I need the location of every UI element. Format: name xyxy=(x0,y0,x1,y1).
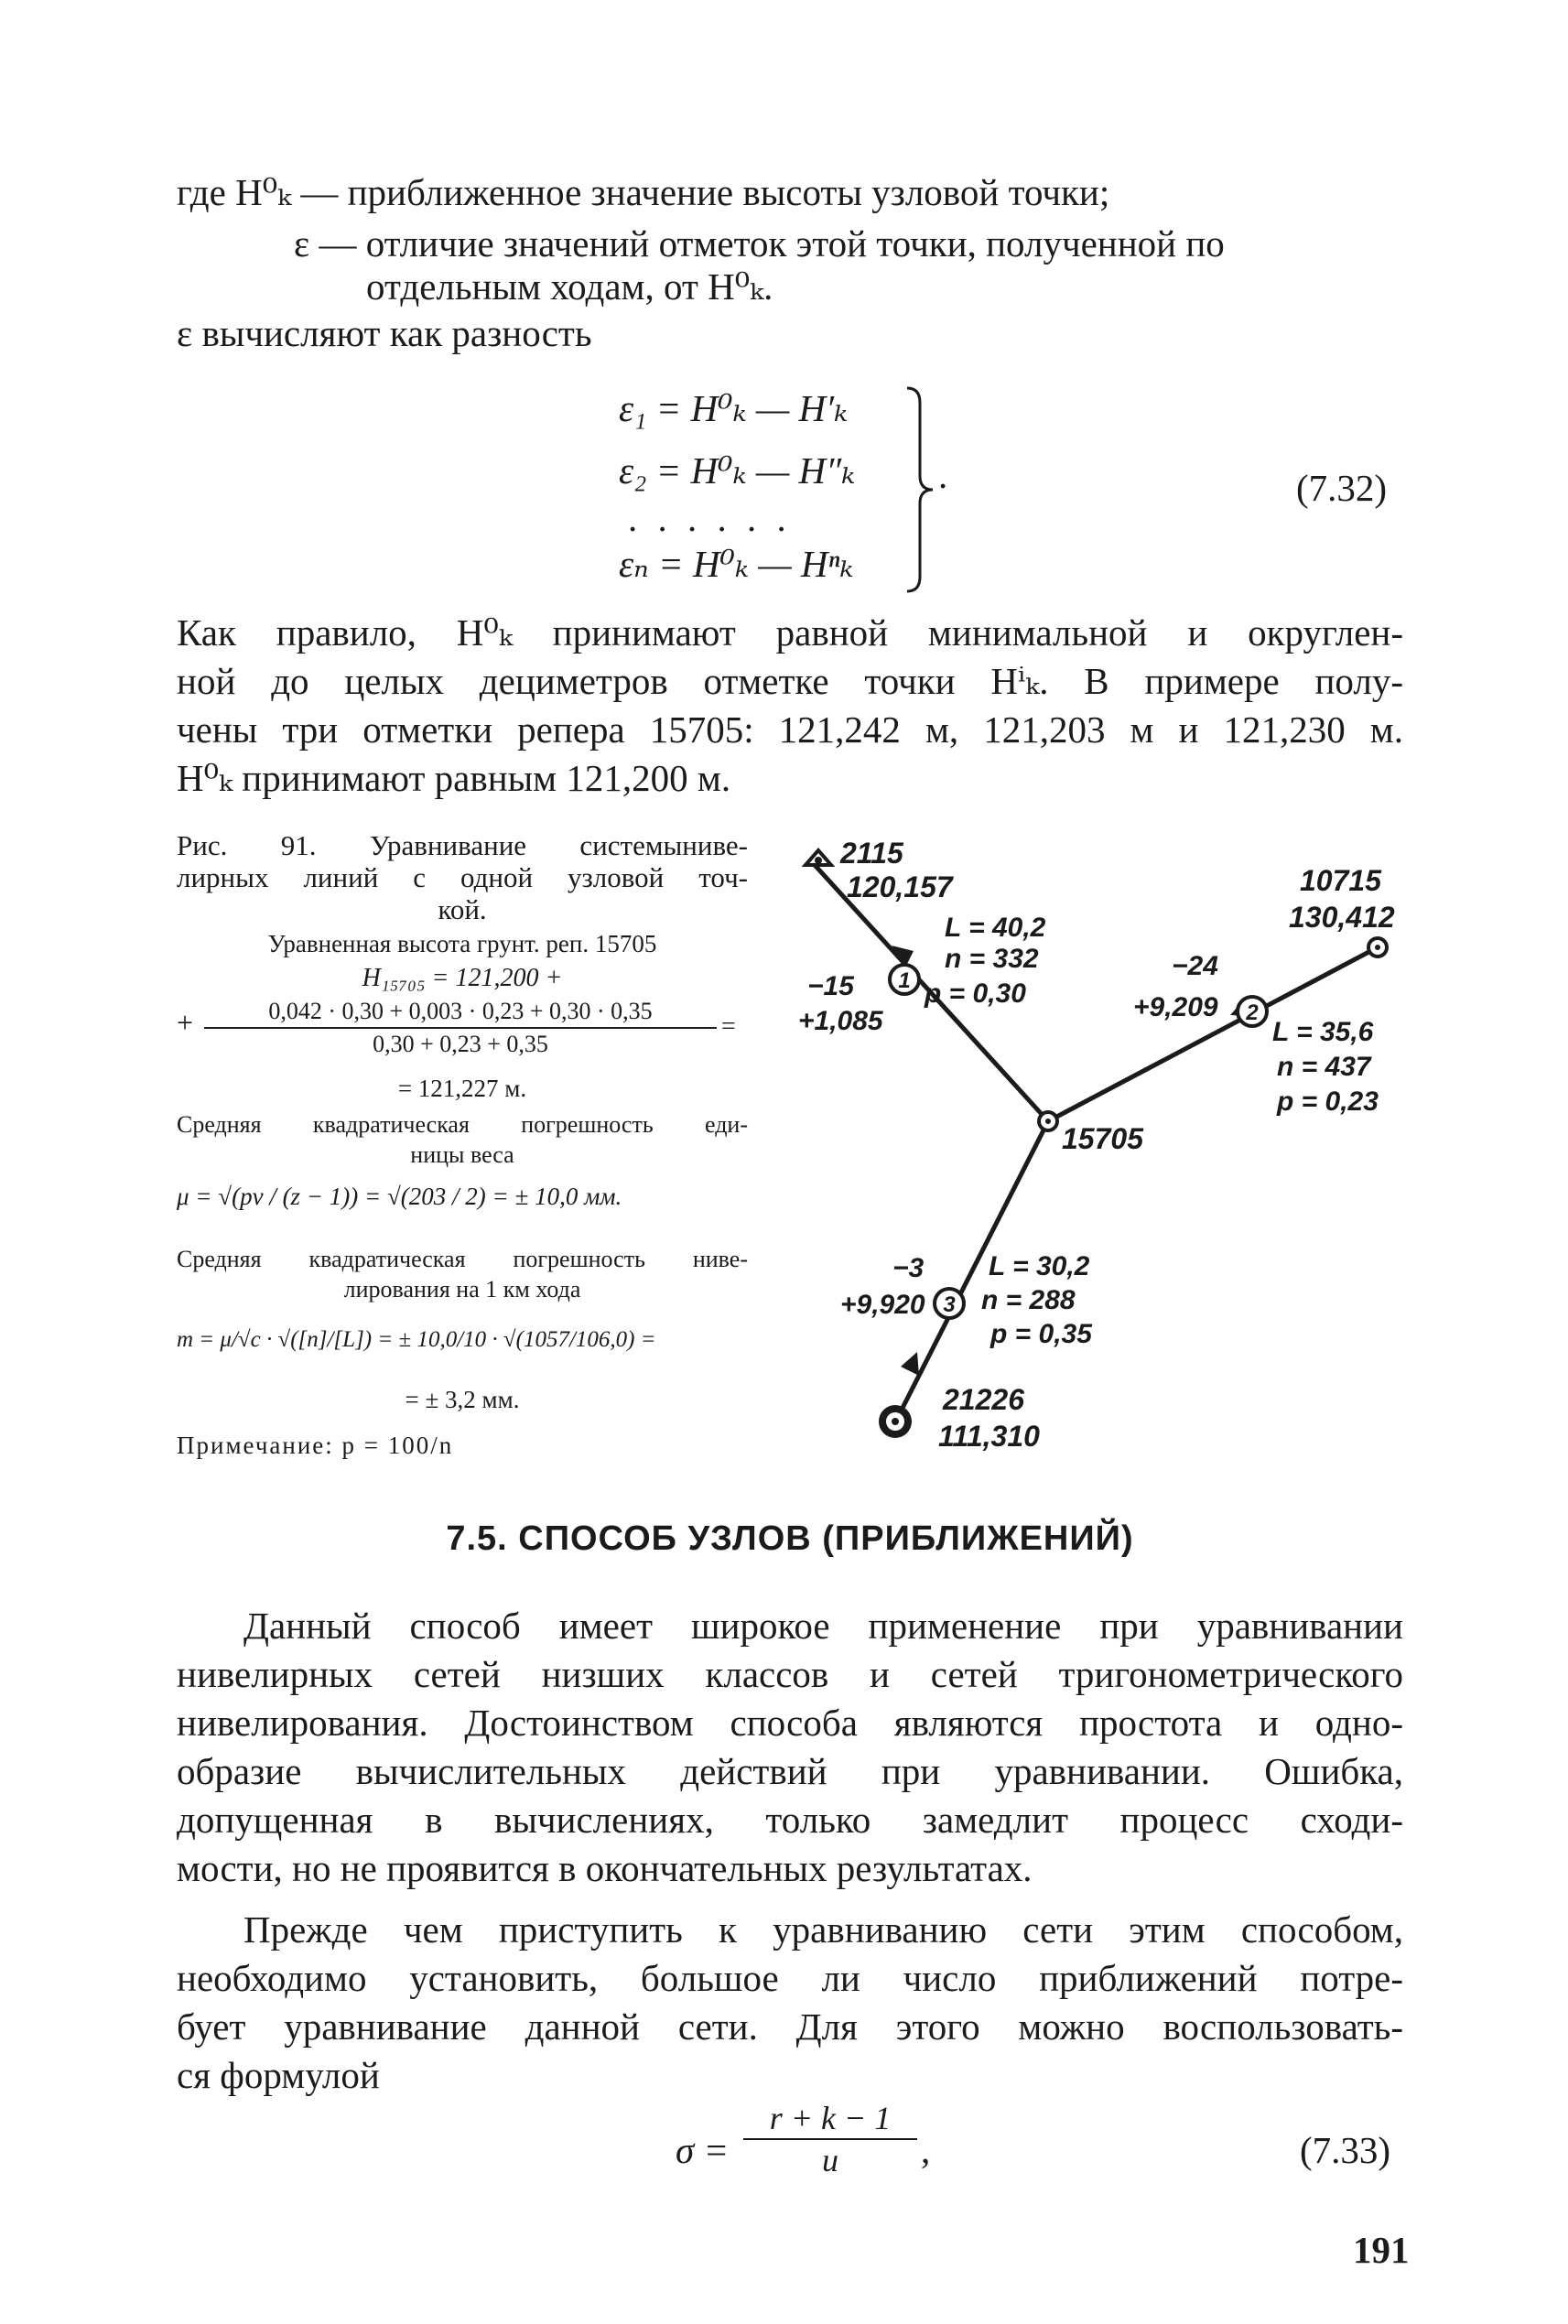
caption-adjusted-height: Уравненная высота грунт. реп. 15705 xyxy=(267,930,657,957)
eq-733-comma: , xyxy=(921,2129,931,2171)
eq-733-denominator: u xyxy=(822,2142,838,2178)
line-3-weight: p = 0,35 xyxy=(990,1319,1092,1349)
benchmark-2115-height: 120,157 xyxy=(847,870,953,903)
eq-733-number: (7.33) xyxy=(1300,2129,1391,2171)
caption-title-2: лирных линий с одной узловой точ- xyxy=(177,861,748,893)
para2-line-2: нивелирных сетей низших классов и сетей тригонометрического xyxy=(177,1653,1403,1695)
eps-computed-line: ε вычисляют как разность xyxy=(177,312,592,354)
caption-h-equation: H₁₅₇₀₅ = 121,200 + xyxy=(362,964,563,992)
line-1-marker-label: 1 xyxy=(898,968,911,993)
benchmark-10715-name: 10715 xyxy=(1300,864,1381,897)
line-3-marker-label: 3 xyxy=(943,1292,956,1317)
caption-m-formula: m = μ/√c · √([n]/[L]) = ± 10,0/10 · √(1057/106,0) = xyxy=(177,1327,656,1352)
page-number: 191 xyxy=(1353,2229,1410,2271)
line-2-weight: p = 0,23 xyxy=(1277,1086,1379,1117)
para2-line-1: Данный способ имеет широкое применение при уравнивании xyxy=(243,1605,1403,1647)
benchmark-21226-name: 21226 xyxy=(943,1383,1024,1416)
line-2-marker-label: 2 xyxy=(1246,1000,1259,1025)
caption-fraction-numerator: 0,042 · 0,30 + 0,003 · 0,23 + 0,30 · 0,35 xyxy=(204,996,717,1029)
para2-line-5: допущенная в вычислениях, только замедлит процесс сходи- xyxy=(177,1799,1403,1841)
line-1-excess: +1,085 xyxy=(798,1006,883,1036)
benchmark-15705-symbol xyxy=(1039,1112,1057,1130)
benchmark-21226-height: 111,310 xyxy=(938,1420,1040,1453)
benchmark-15705-name: 15705 xyxy=(1062,1122,1143,1155)
def-h0-line: где H⁰ₖ — приближенное значение высоты узловой точки; xyxy=(177,171,1110,213)
eq-733-numerator: r + k − 1 xyxy=(743,2098,917,2140)
caption-mse-unit-2: ницы веса xyxy=(410,1141,514,1168)
line-3-excess: +9,920 xyxy=(840,1290,925,1320)
line-1-marker xyxy=(890,965,919,994)
caption-title-1: Рис. 91. Уравнивание системыниве- xyxy=(177,829,748,861)
line-1-correction: −15 xyxy=(807,971,854,1001)
benchmark-10715-height: 130,412 xyxy=(1289,901,1395,934)
section-heading: 7.5. СПОСОБ УЗЛОВ (ПРИБЛИЖЕНИЙ) xyxy=(446,1519,1134,1558)
para3-line-2: необходимо установить, большое ли число приближений потре- xyxy=(177,1957,1403,1999)
line-2-correction: −24 xyxy=(1172,951,1218,981)
line-1-stations: n = 332 xyxy=(945,944,1039,974)
caption-m-result: = ± 3,2 мм. xyxy=(405,1386,520,1413)
para1-line-3: чены три отметки репера 15705: 121,242 м, 121,203 м и 121,230 м. xyxy=(177,708,1403,751)
eq-732-dots: . . . . . . xyxy=(628,497,792,539)
caption-weighted-fraction xyxy=(204,996,717,1060)
para3-line-1: Прежде чем приступить к уравниванию сети этим способом, xyxy=(243,1908,1403,1951)
para2-line-4: образие вычислительных действий при уравнивании. Ошибка, xyxy=(177,1750,1403,1792)
line-3-stations: n = 288 xyxy=(981,1285,1076,1315)
eq-732-period: . xyxy=(938,454,948,496)
para3-line-3: бует уравнивание данной сети. Для этого можно воспользовать- xyxy=(177,2005,1403,2048)
para1-line-4: H⁰ₖ принимают равным 121,200 м. xyxy=(177,757,731,799)
eq-732-number: (7.32) xyxy=(1296,467,1388,509)
arrow-line-3 xyxy=(901,1352,919,1376)
line-2-length: L = 35,6 xyxy=(1272,1017,1374,1047)
caption-plus-sign: + xyxy=(177,1006,194,1039)
eq-732-row-1: ε₁ = H⁰ₖ — H′ₖ xyxy=(619,387,849,429)
def-eps-line-cont: отдельным ходам, от H⁰ₖ. xyxy=(366,265,773,308)
caption-mu-formula: μ = √(pv / (z − 1)) = √(203 / 2) = ± 10,0 мм. xyxy=(177,1183,622,1210)
caption-equals-sign: = xyxy=(721,1012,736,1041)
para2-line-6: мости, но не проявится в окончательных результатах. xyxy=(177,1847,1033,1889)
line-1-weight: p = 0,30 xyxy=(925,978,1026,1009)
line-3-marker xyxy=(935,1289,964,1318)
line-2-stations: n = 437 xyxy=(1277,1052,1371,1082)
line-3-correction: −3 xyxy=(892,1253,925,1283)
line-2-marker xyxy=(1238,997,1267,1026)
caption-mse-unit-1: Средняя квадратическая погрешность еди- xyxy=(177,1111,748,1138)
eq-733-fraction xyxy=(743,2098,917,2180)
benchmark-10715-symbol xyxy=(1368,938,1387,957)
eq-732-brace xyxy=(902,384,938,595)
line-2-excess: +9,209 xyxy=(1133,992,1218,1022)
benchmark-2115-name: 2115 xyxy=(840,837,903,870)
line-3-length: L = 30,2 xyxy=(989,1251,1090,1281)
benchmark-2115-symbol xyxy=(806,850,831,865)
eq-732-row-3: εₙ = H⁰ₖ — Hⁿₖ xyxy=(619,543,854,585)
caption-mse-km-1: Средняя квадратическая погрешность ниве- xyxy=(177,1246,748,1272)
caption-title-3: кой. xyxy=(438,893,487,925)
eq-733-lhs: σ = xyxy=(676,2129,730,2171)
caption-mse-km-2: лирования на 1 км хода xyxy=(343,1276,581,1303)
para1-line-2: ной до целых дециметров отметке точки Hⁱₖ. В примере полу- xyxy=(177,660,1403,702)
caption-fraction-denominator: 0,30 + 0,23 + 0,35 xyxy=(373,1031,548,1057)
para1-line-1: Как правило, H⁰ₖ принимают равной минимальной и округлен- xyxy=(177,611,1403,654)
line-1-length: L = 40,2 xyxy=(945,913,1046,943)
def-eps-line: ε — отличие значений отметок этой точки, полученной по xyxy=(294,222,1225,265)
para2-line-3: нивелирования. Достоинством способа являются простота и одно- xyxy=(177,1702,1403,1744)
benchmark-21226-symbol xyxy=(879,1405,912,1438)
leveling-network-diagram xyxy=(787,828,1446,1478)
para3-line-4: ся формулой xyxy=(177,2054,380,2096)
caption-note: Примечание: p = 100/n xyxy=(177,1432,454,1459)
caption-result: = 121,227 м. xyxy=(397,1075,527,1102)
eq-732-row-2: ε₂ = H⁰ₖ — H″ₖ xyxy=(619,449,856,492)
